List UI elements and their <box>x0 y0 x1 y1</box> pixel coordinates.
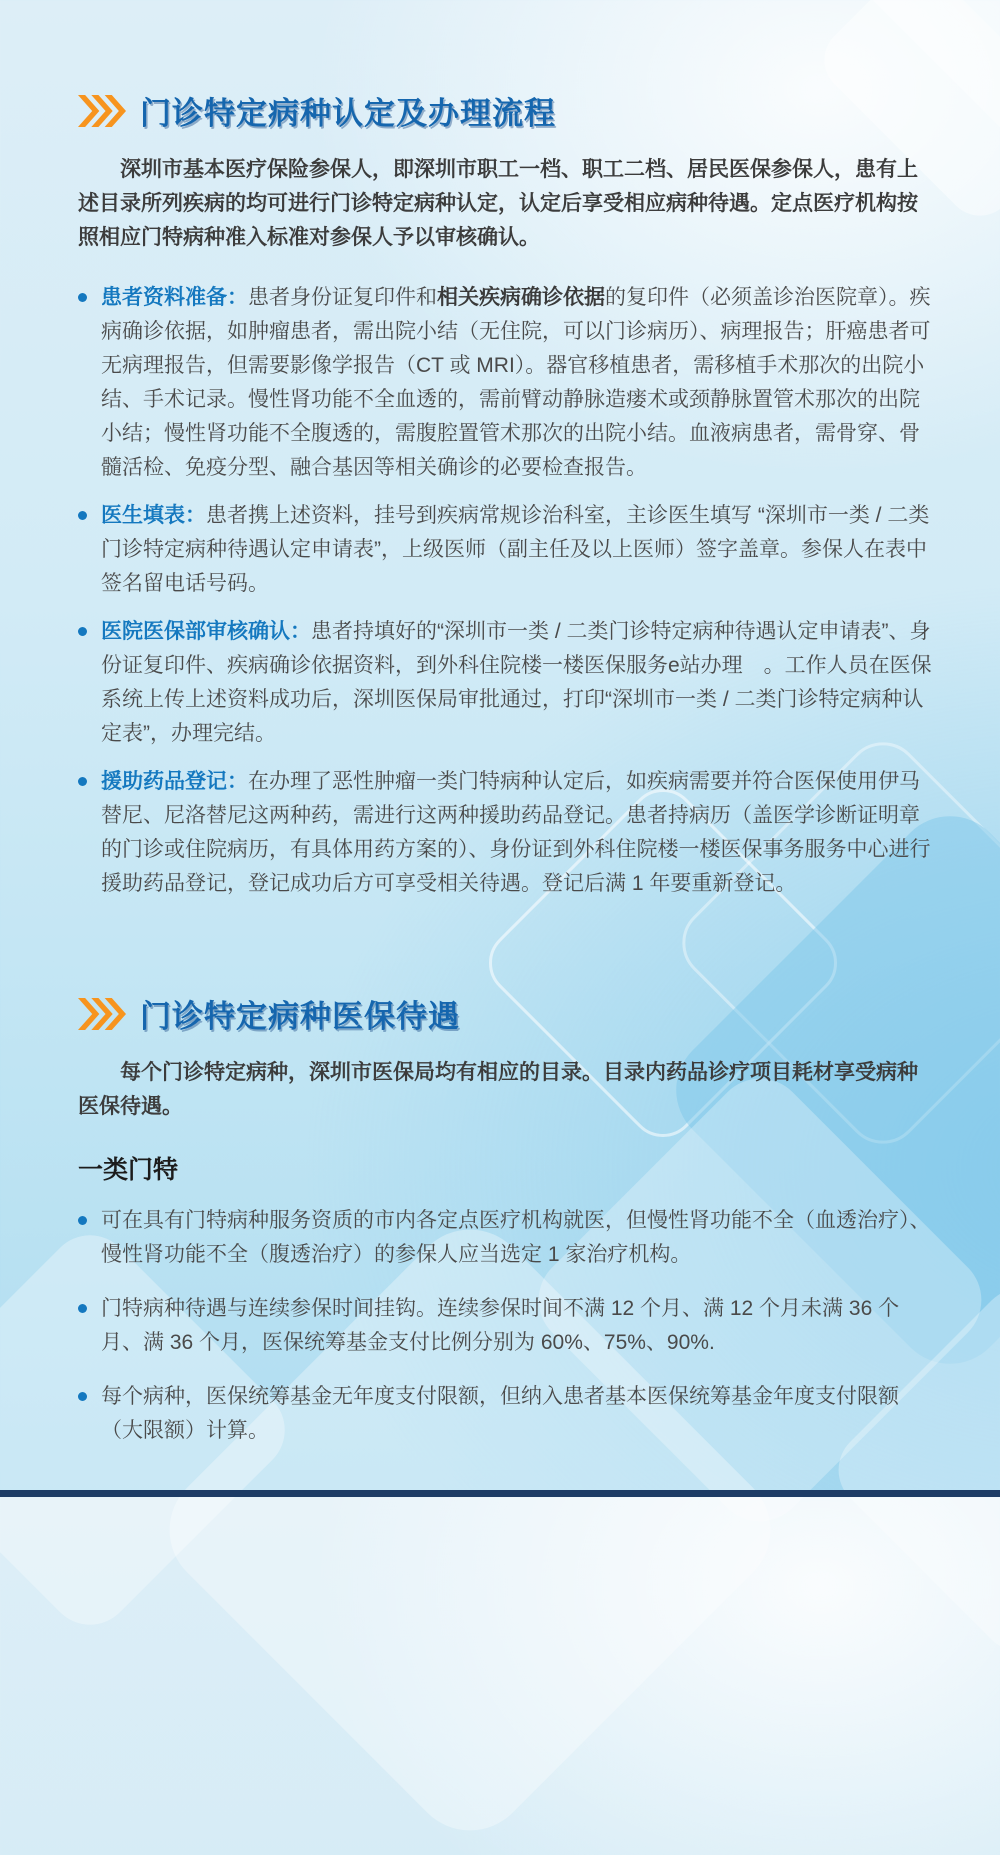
bullet-text: 患者持填好的“深圳市一类 / 二类门诊特定病种待遇认定申请表”、身份证复印件、疾病确诊依据资料，到外科住院楼一楼医保服务e站办理 。工作人员在医保系统上传上述资料成功后，深圳医保局审批通过，打印“深圳市一类 / 二类门诊特定病种认定表”，办理完结。 <box>101 620 932 745</box>
bullet-dot-icon <box>78 1304 87 1313</box>
bullet-text: 可在具有门特病种服务资质的市内各定点医疗机构就医，但慢性肾功能不全（血透治疗）、慢性肾功能不全（腹透治疗）的参保人应当选定 1 家治疗机构。 <box>101 1209 931 1266</box>
bullet-dot-icon <box>78 511 87 520</box>
bullet-dot-icon <box>78 777 87 786</box>
bullet-text: 患者携上述资料，挂号到疾病常规诊治科室，主诊医生填写 “深圳市一类 / 二类门诊特定病种待遇认定申请表”，上级医师（副主任及以上医师）签字盖章。参保人在表中签名留电话号码。 <box>101 504 930 595</box>
bullet-text: 患者身份证复印件和 <box>248 286 437 309</box>
bullet-text: 的复印件（必须盖诊治医院章）。疾病确诊依据，如肿瘤患者，需出院小结（无住院，可以门诊病历）、病理报告；肝癌患者可无病理报告，但需要影像学报告（CT 或 MRI）。器官移植患者，需移植手术那次的出院小结、手术记录。慢性肾功能不全血透的，需前臂动静脉造瘘术或颈静脉置管术那次的出院小结；慢性肾功能不全腹透的，需腹腔置管术那次的出院小结。血液病患者，需骨穿、骨髓活检、免疫分型、融合基因等相关确诊的必要检查报告。 <box>101 286 931 479</box>
list-item <box>78 765 938 901</box>
section-title: 门诊特定病种认定及办理流程 <box>140 96 556 131</box>
bullet-dot-icon <box>78 627 87 636</box>
bullet-text: 门特病种待遇与连续参保时间挂钩。连续参保时间不满 12 个月、满 12 个月未满 36 个月、满 36 个月，医保统筹基金支付比例分别为 60%、75%、90%. <box>101 1297 900 1354</box>
section-benefits-header <box>78 991 938 1036</box>
bottom-border-bar <box>0 1490 1000 1497</box>
section-title: 门诊特定病种医保待遇 <box>140 999 460 1034</box>
benefits-bullet-list <box>78 1204 938 1448</box>
bullet-text: 每个病种，医保统筹基金无年度支付限额，但纳入患者基本医保统筹基金年度支付限额（大限额）计算。 <box>101 1385 899 1442</box>
list-item <box>78 615 938 751</box>
list-item <box>78 1204 938 1272</box>
subheading-category-one: 一类门特 <box>78 1156 179 1184</box>
triple-chevron-icon <box>78 998 126 1030</box>
section-process <box>78 88 938 901</box>
intro-paragraph: 深圳市基本医疗保险参保人，即深圳市职工一档、职工二档、居民医保参保人，患有上述目录所列疾病的均可进行门诊特定病种认定，认定后享受相应病种待遇。定点医疗机构按照相应门特病种准入标准对参保人予以审核确认。 <box>78 158 918 249</box>
process-bullet-list <box>78 281 938 901</box>
bullet-dot-icon <box>78 1392 87 1401</box>
bullet-label: 医生填表： <box>101 504 206 527</box>
bullet-text-bold: 相关疾病确诊依据 <box>437 286 605 309</box>
intro-paragraph: 每个门诊特定病种，深圳市医保局均有相应的目录。目录内药品诊疗项目耗材享受病种医保待遇。 <box>78 1061 918 1118</box>
list-item <box>78 499 938 601</box>
bullet-label: 患者资料准备： <box>101 286 248 309</box>
bullet-dot-icon <box>78 1216 87 1225</box>
bullet-text: 在办理了恶性肿瘤一类门特病种认定后，如疾病需要并符合医保使用伊马替尼、尼洛替尼这两种药，需进行这两种援助药品登记。患者持病历（盖医学诊断证明章的门诊或住院病历，有具体用药方案的）、身份证到外科住院楼一楼医保事务服务中心进行援助药品登记，登记成功后方可享受相关待遇。登记后满 1 年要重新登记。 <box>101 770 931 895</box>
triple-chevron-icon <box>78 95 126 127</box>
section-benefits <box>78 991 938 1448</box>
list-item <box>78 1380 938 1448</box>
bullet-dot-icon <box>78 293 87 302</box>
list-item <box>78 281 938 485</box>
bullet-label: 援助药品登记： <box>101 770 248 793</box>
section-process-header <box>78 88 938 133</box>
bullet-label: 医院医保部审核确认： <box>101 620 311 643</box>
list-item <box>78 1292 938 1360</box>
